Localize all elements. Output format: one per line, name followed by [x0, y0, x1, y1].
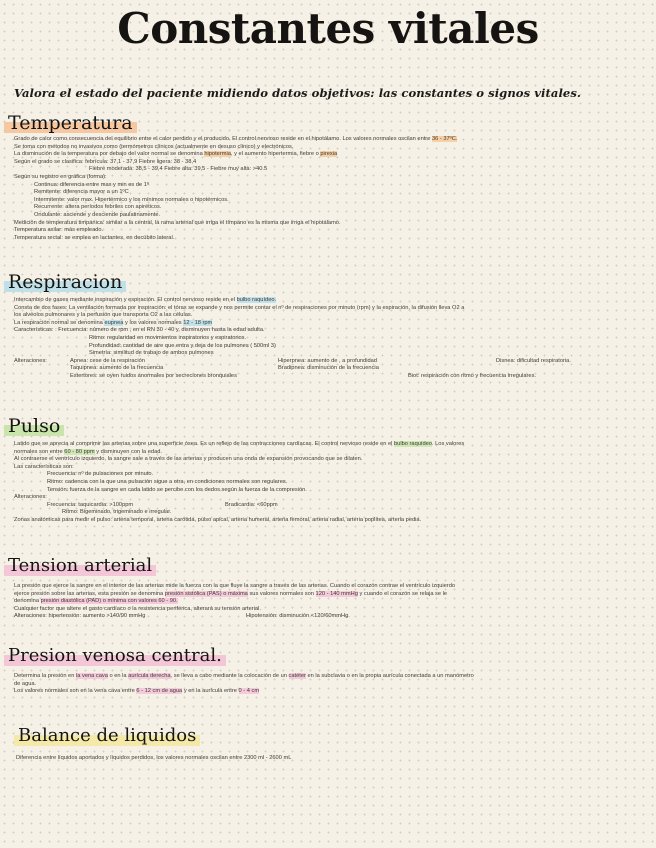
text: Latido que se aprecia al comprimir las arterias sobre una superficie ósea. Es un reflejo de las contracciones cardíacas. El control nervioso reside en el [14, 441, 393, 447]
page-subtitle: Valora el estado del paciente midiendo datos objetivos: las constantes o signos vitales. [14, 86, 582, 100]
text: sus valores normales son [249, 590, 314, 597]
text: Según el grado se clasifica: febrícula: 37,1 - 37,9 Fiebre ligera: 38 - 38,4 [14, 158, 197, 165]
text: Intercambio de gases mediante inspiración y espiración. El control nervioso reside en el [14, 297, 235, 303]
text: Alteraciones: hipertensión: aumento >140/90 mmHg [14, 613, 146, 620]
highlight: la vena cava [75, 673, 108, 679]
heading-temperatura: Temperatura [4, 111, 137, 135]
page-title: Constantes vitales [117, 4, 539, 53]
text: Apnea: cese de la respiración [70, 357, 145, 364]
section-respiracion [0, 270, 656, 381]
highlight: 0 - 4 cm [238, 688, 260, 695]
text: Las características son: [14, 463, 74, 470]
body-pulso [0, 441, 656, 525]
text: Ritmo: Bigeminado, trigeminado e irregular. [62, 509, 172, 516]
text: Disnea: dificultad respiratoria. [496, 357, 571, 364]
text: , y el aumento hipertermia, fiebre o [230, 151, 319, 158]
text: en la subclavia o en la propia aurícula conectada a un manómetro [307, 673, 474, 679]
highlight: presión sistólica (PAS) o máxima [164, 590, 248, 597]
text: Simetría: similitud de trabajo de ambos pulmones [89, 350, 214, 357]
heading-respiracion: Respiracion [4, 270, 126, 294]
text: , se lleva a cabo mediante la colocación de un [170, 673, 287, 679]
text: Se toma con métodos no invasivos como (termómetros clínicos (actualmente en desuso clínico) y electrónicos. [14, 143, 294, 150]
text: Temperatura axilar: más empleado. [14, 227, 104, 234]
text: Profundidad: cantidad de aire que entra y deja de los pulmones ( 500ml 3) [89, 342, 276, 349]
text: Grado de calor como consecuencia del equilibrio entre el calor perdido y el producido. El control nervioso reside en el hipotálamo. Los valores normales oscilan entre [14, 136, 431, 142]
text: los alvéolos pulmonares y la perfusión que transporta O2 a las células. [14, 312, 193, 319]
text: Alteraciones: [14, 357, 47, 364]
highlight: hipotermia [204, 151, 231, 158]
text: denomina [14, 598, 39, 605]
heading-balance: Balance de liquidos [14, 724, 200, 748]
text: Biot: respiración con ritmo y frecuencia irregulares. [408, 372, 537, 379]
text: Zonas anatómicas para medir el pulso: arteria temporal, arteria carótida, pulso apical, arteria humeral, arteria femoral, arteria radial, arteria poplítea, arteria pedia. [14, 516, 422, 523]
text: . Los valores [431, 441, 465, 447]
highlight: 120 - 140 mmHg [315, 590, 358, 597]
highlight: catéter [288, 673, 306, 679]
text: Al contraerse el ventrículo izquierdo, la sangre sale a través de las arterias y producen una onda de expansión provocando que se dilaten. [14, 456, 363, 463]
text: Consta de dos fases: La ventilación formada por inspiración: el tórax se expande y nos permite contar el nº de respiraciones por minuto (rpm) y la espiración, la difusión lleva O2 a [14, 304, 465, 311]
text: Remitente: diferencia mayor a un 1ºC [34, 189, 129, 196]
heading-pulso: Pulso [4, 414, 64, 438]
text: Determina la presión en [14, 673, 75, 679]
body-temperatura [0, 136, 656, 242]
text: o en la [109, 673, 127, 679]
section-pulso [0, 414, 656, 525]
highlight: 6 - 12 cm de agua [136, 688, 183, 695]
section-balance [0, 724, 656, 763]
text: Tensión: fuerza de la sangre en cada latido se percibe con los dedos según la fuerza de la compresión. [47, 486, 307, 493]
text: Fiebre moderada: 38,5 - 39,4 Fiebre alta: 39,5 - Fiebre muy alta: >40.5 [89, 166, 268, 173]
section-tension-arterial [0, 554, 656, 621]
text: Bradicardia: <60ppm [225, 501, 278, 508]
body-pvc [0, 673, 656, 696]
text: Hiperpnea: aumento de , a profundidad [278, 357, 377, 364]
text: Alteraciones: [14, 494, 47, 501]
text: y en la aurícula entre [183, 688, 237, 695]
highlight: pirexia [320, 151, 338, 158]
body-balance [0, 755, 656, 763]
section-pvc [0, 644, 656, 696]
highlight: eupnea [104, 319, 124, 326]
text: La disminución de la temperatura por debajo del valor normal se denomina [14, 151, 203, 158]
text: La presión que ejerce la sangre en el interior de las arterias mide la fuerza con la que fluye la sangre a través de las arterias. Cuando el corazón contrae el ventrículo izquierdo [14, 583, 456, 589]
text: Cualquier factor que altere el gasto cardíaco o la resistencia periférica, alterará su tensión arterial. [14, 605, 261, 612]
text: Frecuencia: taquicardia: >100ppm [47, 501, 134, 508]
highlight: bulbo raquídeo [394, 441, 432, 447]
text: ejerce presión sobre las arterias, esta presión se denomina [14, 590, 164, 597]
text: Recurrente: altera períodos febriles con apiréticos. [34, 204, 162, 211]
text: Diferencia entre líquidos aportados y líquidos perdidos, los valores normales oscilan entre 2300 ml - 2600 mL [16, 755, 292, 761]
text: y los valores normales [125, 319, 182, 326]
section-temperatura [0, 111, 656, 242]
text: Ritmo: regularidad en movimientos inspiratorios y espiratorios. [89, 334, 247, 341]
text: La respiración normal se denomina [14, 319, 103, 326]
text: Estertores: se oyen ruidos anormales por secreciones bronquiales [70, 372, 237, 379]
highlight: bulbo raquídeo. [236, 297, 277, 303]
text: Hipotensión: disminución <120/60mmHg. [246, 613, 350, 620]
text: Medición de temperatura timpánica: similar a la central, la rama arterial que irriga el tímpano es la misma que irriga el hipotálamo. [14, 219, 341, 226]
text: Características: : Frecuencia: número de rpm , en el RN 30 - 40 y, disminuyen hasta la edad adulta. [14, 327, 265, 334]
text: Bradipnea: disminución de la frecuencia [278, 365, 379, 372]
text: Temperatura rectal: se emplea en lactantes, en decúbito lateral. [14, 234, 175, 241]
text: Según su registro en gráfica (forma): [14, 173, 107, 180]
body-respiracion [0, 297, 656, 381]
text: y cuando el corazón se relaja se le [359, 590, 448, 597]
text: Los valores normales son en la vena cava entre [14, 688, 135, 695]
highlight: presión diastólica (PAD) o mínima con valores 60 - 90. [40, 598, 178, 605]
highlight: aurícula derecha [128, 673, 171, 679]
text: y disminuyen con la edad. [96, 448, 162, 455]
text: Taquipnea: aumento de la frecuencia [70, 365, 164, 372]
highlight: 36 - 37ºC. [431, 136, 458, 142]
text: Ondulante: asciende y desciende paulatinamente. [34, 211, 161, 218]
body-tension-arterial [0, 583, 656, 621]
text: Continua: diferencia entre max y min es de 1º [34, 181, 149, 188]
text: Frecuencia: nº de pulsaciones por minuto. [47, 471, 154, 478]
heading-tension-arterial: Tension arterial [4, 554, 156, 578]
highlight: 60 - 80 ppm [64, 448, 95, 455]
heading-pvc: Presion venosa central. [4, 644, 226, 668]
text: de agua. [14, 680, 37, 687]
highlight: 12 - 18 rpm [183, 319, 213, 326]
text: Ritmo: cadencia con la que una pulsación sigue a otra, en condiciones normales son regulares. [47, 478, 288, 485]
text: Intermitente: valor max. Hipertérmico y los mínimos normales o hipotérmicos. [34, 196, 229, 203]
text: normales son entre [14, 448, 63, 455]
